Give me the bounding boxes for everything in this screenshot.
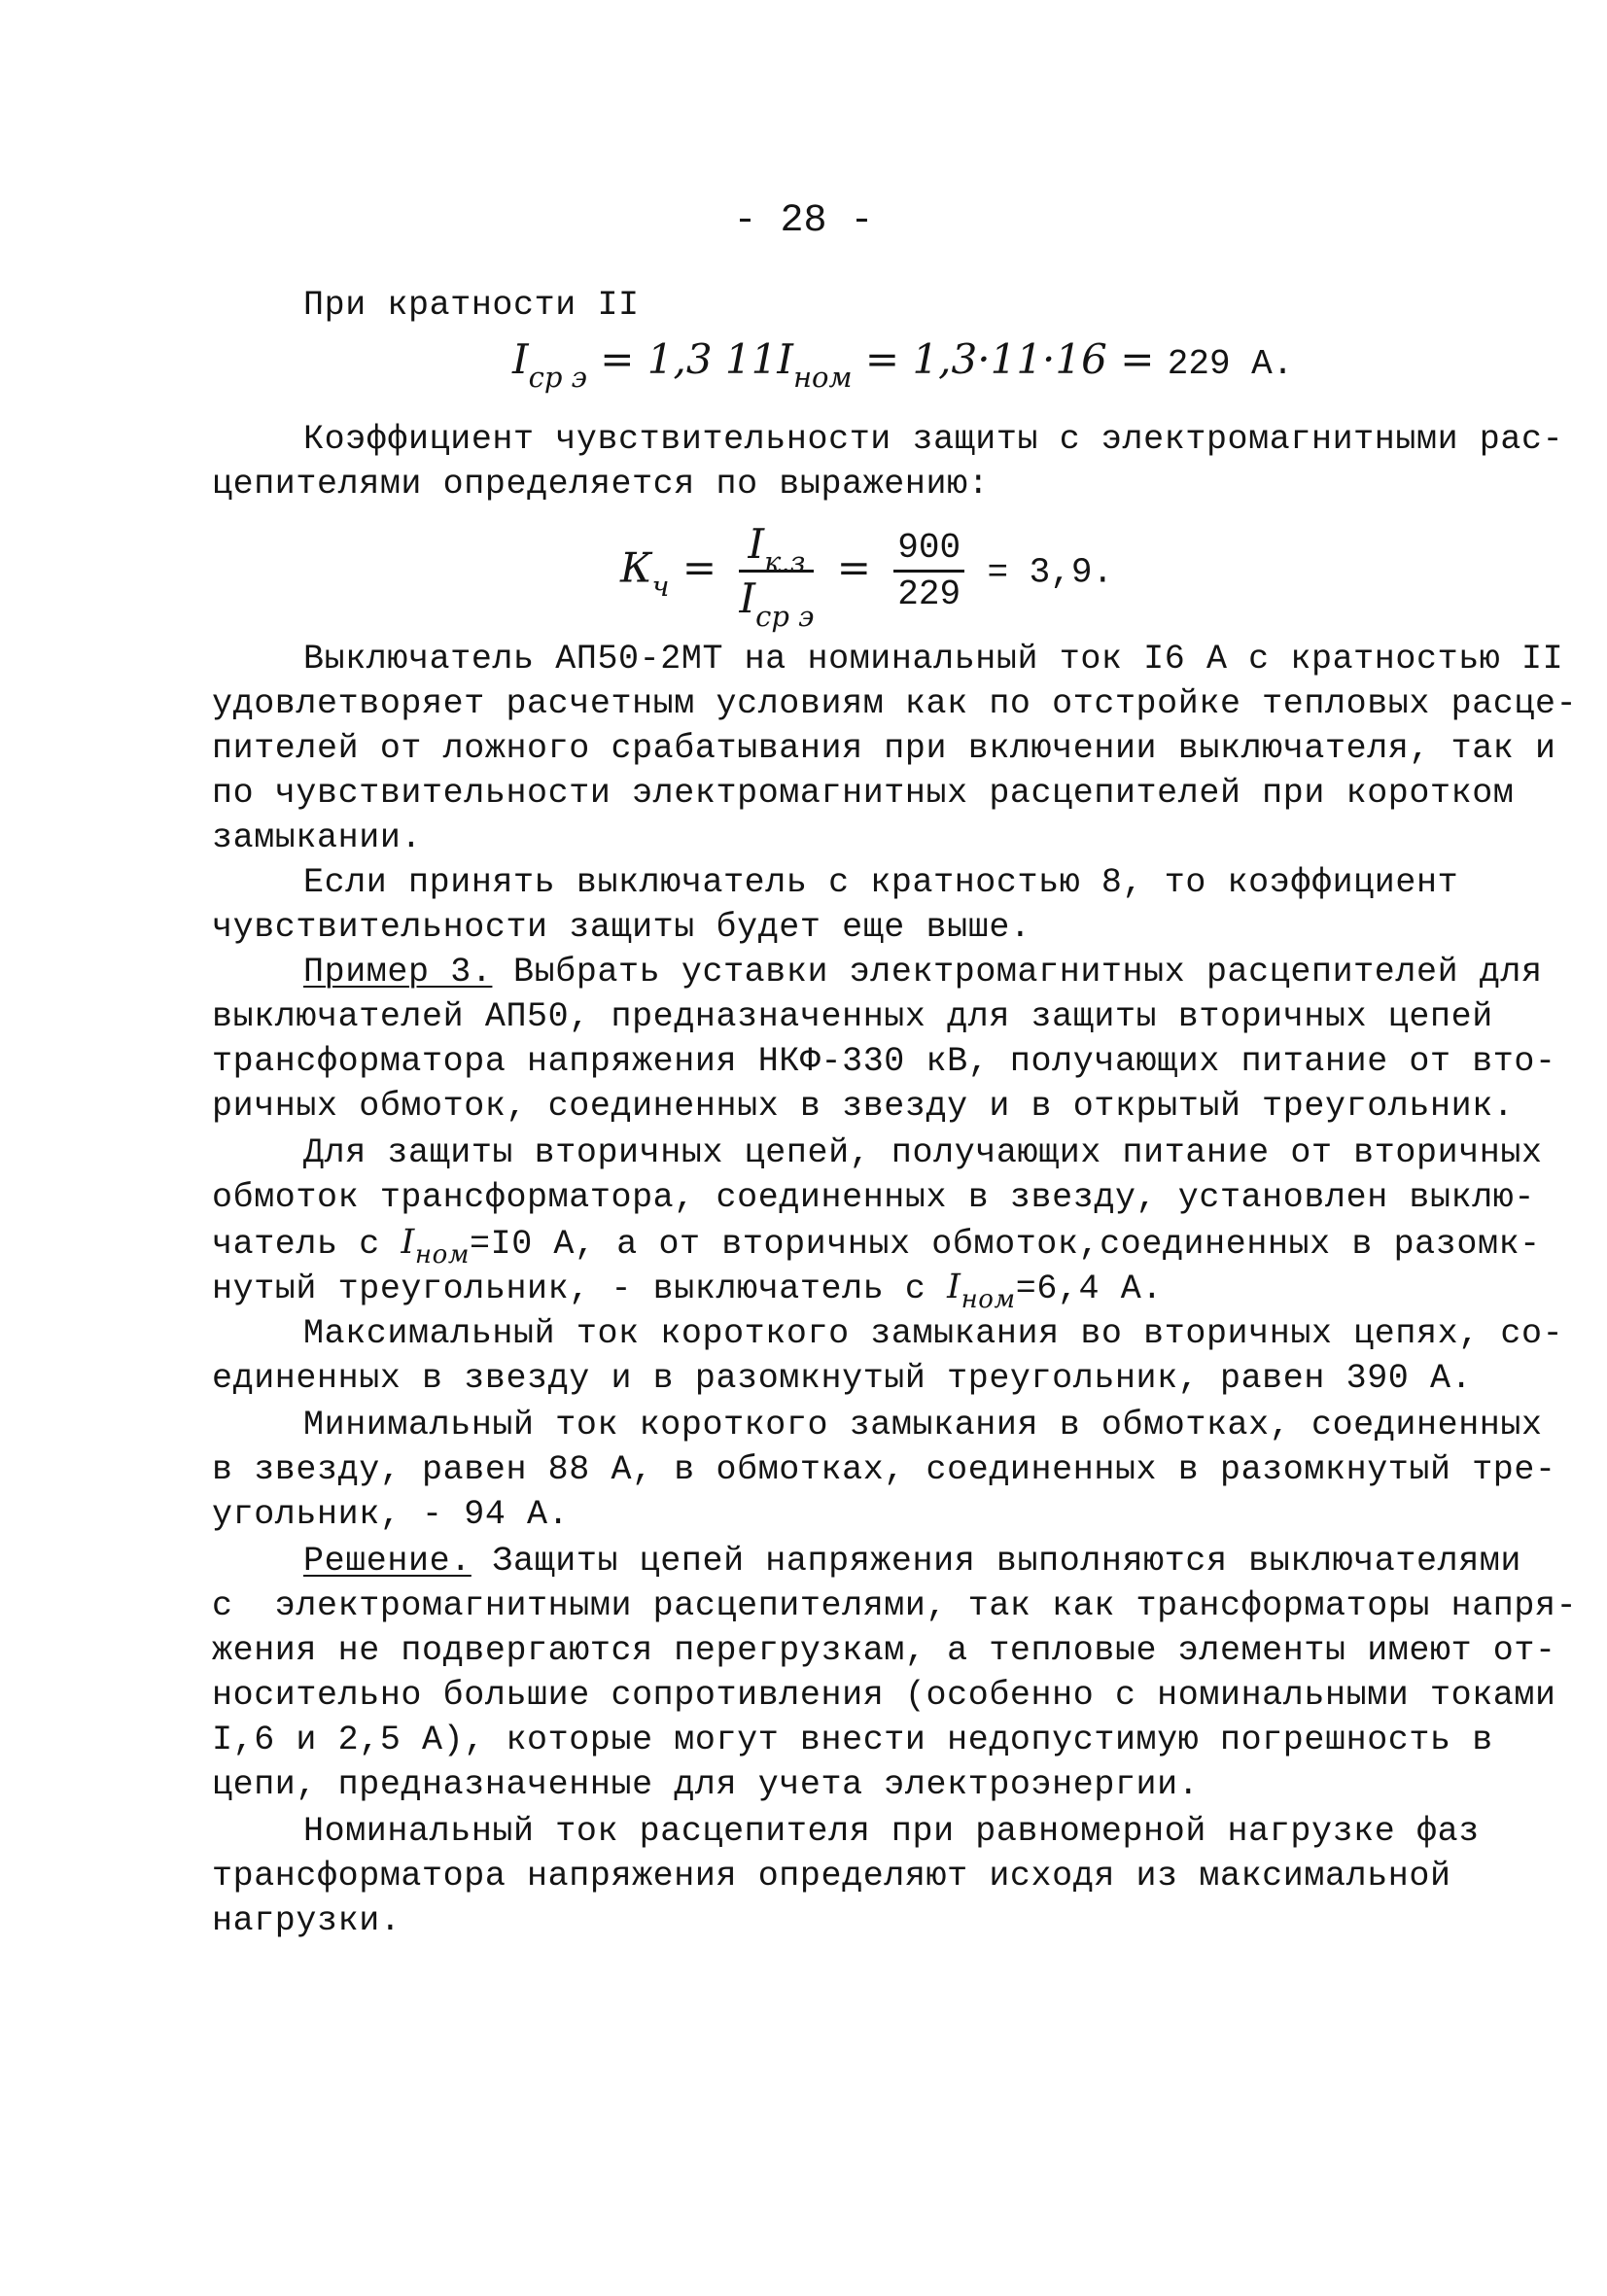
page-number: - 28 - [733,199,874,243]
solution-line5: I,6 и 2,5 А), которые могут внести недопустимую погрешность в [212,1721,1493,1759]
solution-line3: жения не подвергаются перегрузкам, а тепловые элементы имеют от- [212,1631,1556,1670]
solution-line1-rest: Защиты цепей напряжения выполняются выключателями [471,1542,1521,1581]
solution-line1 [303,1540,1521,1583]
fraction-symbolic [739,520,815,633]
para4-line3-a: чатель с [212,1225,380,1264]
para6-line3: угольник, - 94 А. [212,1495,570,1534]
fraction-den: I [739,574,756,622]
formula1-eq1: = 1,3 11I [600,335,793,383]
para5-line1: Максимальный ток короткого замыкания во вторичных цепях, со- [303,1314,1564,1353]
example3-line1-rest: Выбрать уставки электромагнитных расцепителей для [492,953,1543,991]
fraction-num-sub: к.з [764,545,806,578]
formula1-lhs-sub: ср э [528,361,587,394]
para6-line1: Минимальный ток короткого замыкания в обмотках, соединенных [303,1406,1543,1444]
para4-line4-i: I [947,1268,961,1306]
example3-line1 [303,951,1543,993]
para4-line4 [212,1266,1163,1314]
para4-line3 [212,1221,1541,1270]
para7-line1: Номинальный ток расцепителя при равномерной нагрузке фаз [303,1812,1480,1851]
formula2-lhs: К [620,543,652,592]
formula2-lhs-sub: ч [651,569,670,603]
formula-current-setting [512,335,1294,394]
example3-line4: ричных обмоток, соединенных в звезду и в открытый треугольник. [212,1087,1515,1126]
para7-line2: трансформатора напряжения определяют исходя из максимальной [212,1857,1451,1896]
formula1-lhs: I [512,335,529,383]
para5-line2: единенных в звезду и в разомкнутый треугольник, равен 390 А. [212,1359,1473,1398]
example3-label: Пример 3. [303,953,493,991]
para1-line1-text: Коэффициент чувствительности защиты с электромагнитными рас- [303,420,1564,459]
para3-line1: Если принять выключатель с кратностью 8, то коэффициент [303,863,1459,902]
para4-line2: обмоток трансформатора, соединенных в звезду, установлен выклю- [212,1178,1536,1217]
para2-line1: Выключатель АП50-2МТ на номинальный ток I6 А с кратностью II [303,640,1564,678]
fraction-num: I [748,520,765,568]
para4-line4-a: нутый треугольник, - выключатель с [212,1270,926,1308]
fraction-num-value: 900 [893,528,964,573]
para1-line2: цепителями определяется по выражению: [212,465,990,504]
para3-line2: чувствительности защиты будет еще выше. [212,908,1031,947]
para2-line2: удовлетворяет расчетным условиям как по отстройке тепловых расце- [212,684,1578,723]
solution-label: Решение. [303,1542,472,1581]
para4-line3-sub: ном [414,1240,471,1270]
fraction-numeric [893,528,964,614]
solution-line6: цепи, предназначенные для учета электроэнергии. [212,1765,1200,1804]
para4-line3-i: I [401,1223,415,1262]
formula2-result: = 3,9. [987,552,1114,593]
formula-sensitivity: $К_ч$ = $\frac{I_{к.з}}{I_{ср э}}$ = $\frac{900}{229}$ = 3,9. [620,520,1114,633]
solution-line4: носительно большие сопротивления (особенно с номинальными токами [212,1676,1556,1715]
formula1-result: 229 А. [1167,344,1294,384]
formula1-eq2: = 1,3·11·16 = [864,335,1155,383]
para1-line1 [303,418,1564,461]
intro-line: При кратности II [303,286,640,325]
para2-line5: замыкании. [212,818,423,857]
example3-line2: выключателей АП50, предназначенных для защиты вторичных цепей [212,997,1493,1036]
formula1-nom-sub: ном [792,361,853,394]
para4-line3-b: =I0 А, а от вторичных обмоток,соединенных в разомк- [470,1225,1541,1264]
para7-line3: нагрузки. [212,1901,402,1940]
para2-line4: по чувствительности электромагнитных расцепителей при коротком [212,774,1515,813]
para4-line1: Для защиты вторичных цепей, получающих питание от вторичных [303,1133,1543,1172]
para2-line3: пителей от ложного срабатывания при включении выключателя, так и [212,729,1556,768]
solution-line2: с электромагнитными расцепителями, так как трансформаторы напря- [212,1586,1578,1625]
para4-line4-b: =6,4 А. [1015,1270,1163,1308]
para4-line4-sub: ном [961,1285,1016,1314]
para6-line2: в звезду, равен 88 А, в обмотках, соединенных в разомкнутый тре- [212,1450,1556,1489]
fraction-den-sub: ср э [755,600,815,633]
fraction-den-value: 229 [897,574,961,614]
example3-line3: трансформатора напряжения НКФ-330 кВ, получающих питание от вто- [212,1042,1556,1081]
